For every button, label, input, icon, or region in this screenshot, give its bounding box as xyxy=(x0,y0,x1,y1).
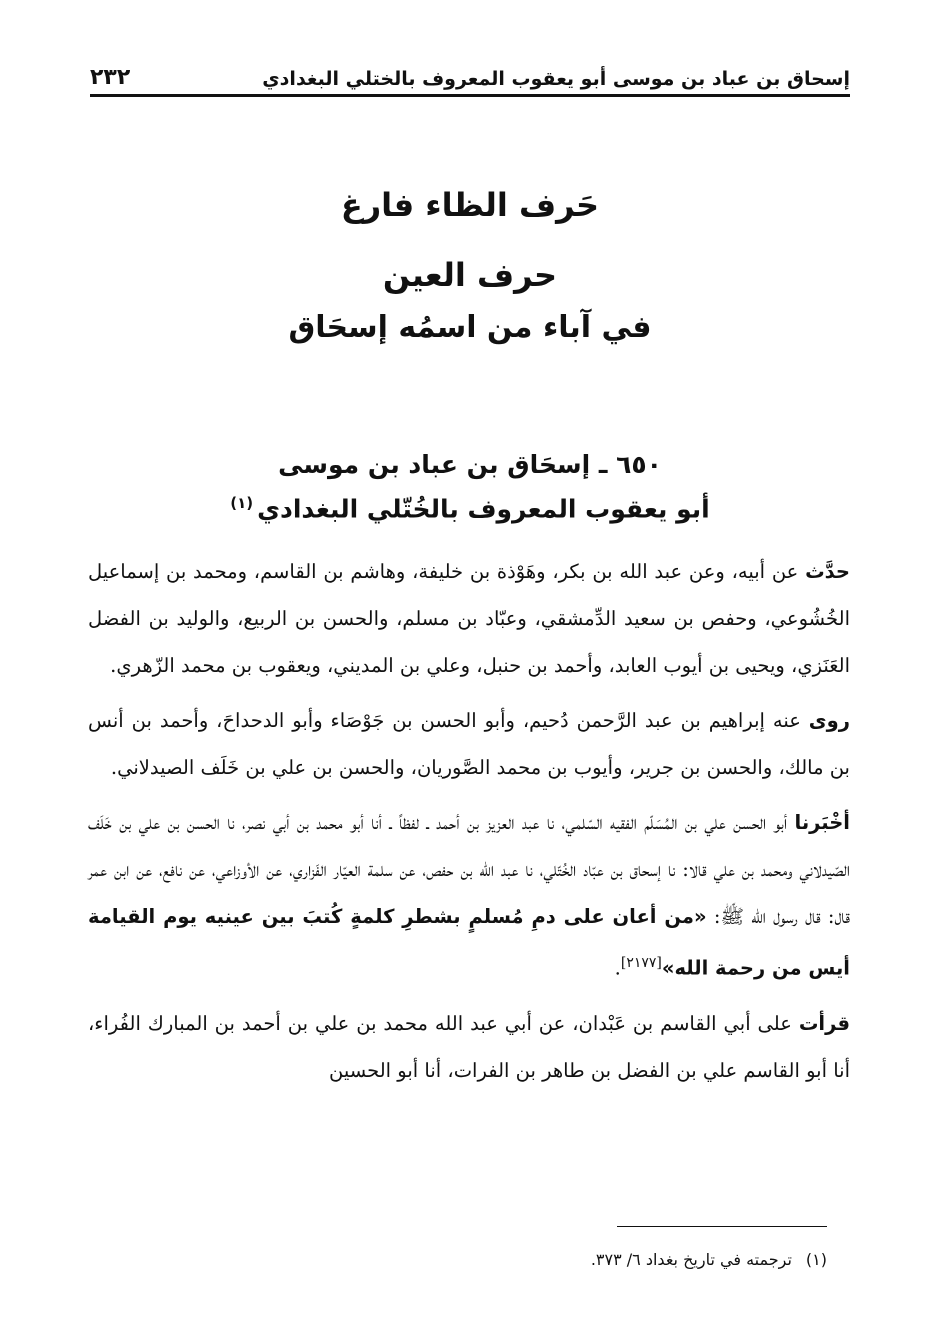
footnote-reference: (١) xyxy=(230,494,254,512)
paragraph-reading xyxy=(88,1000,850,1094)
paragraph-narrators xyxy=(88,697,850,791)
footnote-text: ترجمته في تاريخ بغداد ٦/ ٣٧٣. xyxy=(590,1250,792,1269)
hadith-text: «من أعان على دمِ مُسلمٍ بشطرِ كلمةٍ كُتبَ بين عينيه يوم القيامة أيس من رحمة الله» xyxy=(88,905,850,980)
paragraph-end: . xyxy=(614,956,621,980)
entry-heading-line1: ٦٥٠ ـ إسحَاق بن عباد بن موسى xyxy=(278,450,662,479)
footnote-number: (١) xyxy=(805,1250,827,1269)
paragraph-lead-word: حدَّث xyxy=(805,560,850,583)
paragraph-text: عنه إبراهيم بن عبد الرَّحمن دُحيم، وأبو الحسن بن جَوْصَاء وأبو الدحداحَ، وأحمد بن أنس بن مالك، والحسن بن جرير، وأيوب بن محمد الصَّوريان، والحسن بن علي بن خَلَف الصيدلاني. xyxy=(88,709,850,779)
paragraph-hadith xyxy=(88,799,850,992)
entry-heading-line2 xyxy=(90,494,850,523)
paragraph-lead-word: أخْبَرنا xyxy=(794,811,850,834)
entry-heading-text: أبو يعقوب المعروف بالخُتّلي البغدادي xyxy=(257,494,710,524)
paragraph-narrated xyxy=(88,548,850,689)
chapter-heading-line3: في آباء من اسمُه إسحَاق xyxy=(288,310,652,345)
chapter-heading-line2: حرف العين xyxy=(382,256,558,294)
hadith-number: [٢١٧٧] xyxy=(620,955,662,971)
body-text xyxy=(88,548,850,1102)
paragraph-text: أبو الحسن علي بن المُسَلّم الفقيه السّلمي، نا عبد العزيز بن أحمد ـ لفظاً ـ أنا أبو محمد بن أبي نصر، نا الحسن بن علي بن خَلَف الصّيدلاني ومحمد بن علي قالا: نا إسحاق بن عبّاد الخُتّلي، نا عبد الله بن حفص، عن سلمة العيّار الفَزاري، عن الأوزاعي، عن نافع، عن ابن عمر قال: قال رسول الله ﷺ: xyxy=(88,811,850,928)
footnote-divider xyxy=(617,1226,827,1227)
footnote xyxy=(90,1250,827,1269)
page-number: ٢٣٢ xyxy=(90,65,131,90)
paragraph-lead-word: روى xyxy=(808,709,850,732)
running-header xyxy=(90,60,850,97)
running-title: إسحاق بن عباد بن موسى أبو يعقوب المعروف بالختلي البغدادي xyxy=(262,68,850,90)
paragraph-text: عن أبيه، وعن عبد الله بن بكر، وهَوْذة بن خليفة، وهاشم بن القاسم، ومحمد بن إسماعيل الخُشُوعي، وحفص بن سعيد الدِّمشقي، وعبّاد بن مسلم، والحسن بن الربيع، والوليد بن الفضل العَنَزي، ويحيى بن أيوب العابد، وأحمد بن حنبل، وعلي بن المديني، ويعقوب بن محمد الزّهري. xyxy=(88,560,850,677)
chapter-heading-line1: حَرف الظاء فارغ xyxy=(340,186,600,224)
paragraph-text: على أبي القاسم بن عَبْدان، عن أبي عبد الله محمد بن علي بن أحمد بن المبارك الفُراء، أنا أبو القاسم علي بن الفضل بن طاهر بن الفرات، أنا أبو الحسين xyxy=(88,1011,850,1082)
paragraph-lead-word: قرأت xyxy=(798,1011,850,1035)
